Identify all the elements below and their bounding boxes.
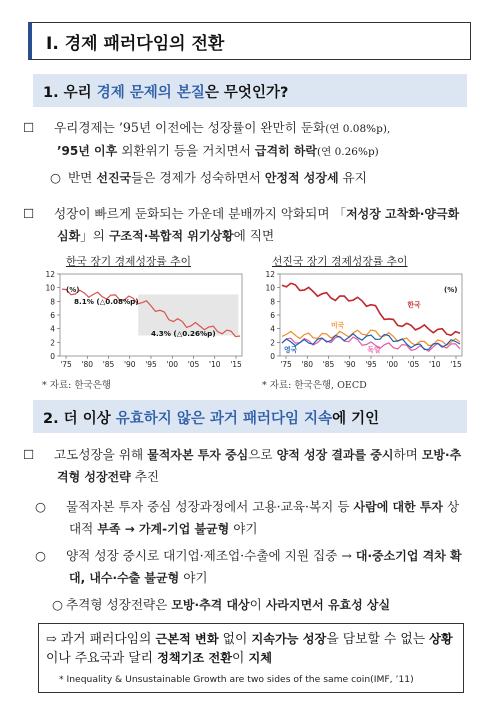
y-tick-label: 12: [45, 270, 55, 279]
p4-bold-2: 양적 성장 결과를 중시: [276, 448, 394, 462]
y-tick-label: 4: [270, 324, 275, 334]
p3-text-b: 」의: [80, 228, 109, 243]
y-tick-label: 10: [265, 283, 275, 293]
p2-bold-2: 안정적 성장세: [264, 171, 339, 185]
section-2-highlight: 유효하지 않은 과거 패러다임 지속: [115, 411, 333, 427]
annotation-label: 8.1% (△0.08%p): [74, 297, 139, 307]
y-tick-label: 2: [50, 338, 55, 348]
x-tick-label: '10: [428, 360, 441, 369]
imf-footnote: * Inequality & Unsustainable Growth are two sides of the same coin(IMF, ’11): [59, 674, 414, 685]
y-tick-label: 12: [265, 270, 275, 279]
p6-bold-1: 대·중소기업 격차 확대, 내수·수출 불균형: [69, 549, 462, 585]
p7-text-a: 추격형 성장전략은: [66, 597, 172, 612]
p4-text-d: 추진: [130, 469, 160, 484]
y-tick-label: 2: [270, 338, 275, 348]
p5-bold-1: 사람에 대한 투자: [353, 500, 444, 514]
section-1-prefix: 1. 우리: [43, 85, 97, 101]
p4-bold-3: 모방·추격형 성장전략: [57, 448, 462, 484]
final-text-a: 과거 패러다임의: [56, 632, 156, 647]
p5-text-b: 상대적: [69, 499, 460, 536]
p6-text-b: 야기: [179, 570, 208, 585]
x-tick-label: '80: [81, 360, 94, 369]
unit-label: (%): [66, 286, 80, 294]
y-tick-label: 8: [270, 297, 275, 307]
title-box: [28, 22, 471, 60]
chart-1-title: 한국 장기 경제성장률 추이: [66, 255, 192, 268]
final-text-d: 이나 주요국과 달리: [46, 651, 158, 666]
y-tick-label: 6: [50, 311, 55, 320]
y-tick-label: 0: [50, 352, 55, 361]
section-2-suffix: 에 기인: [332, 411, 380, 427]
series-label: 영국: [284, 346, 298, 355]
paragraph-1: [23, 117, 470, 163]
p4-text-c: 하며: [393, 447, 422, 462]
chart-2-source: * 자료: 한국은행, OECD: [262, 380, 367, 391]
y-tick-label: 0: [270, 352, 275, 361]
x-tick-label: '80: [301, 360, 314, 369]
p3-text-c: 에 직면: [233, 228, 275, 243]
x-tick-label: '95: [145, 360, 157, 369]
circle-marker: ○: [35, 548, 46, 563]
annotation-label: 4.3% (△0.26%p): [151, 329, 216, 339]
conclusion-text: [46, 630, 460, 668]
p1-small-a: (연 0.08%p),: [325, 123, 391, 135]
p7-bold-2: 사라지면서 유효성 상실: [265, 598, 391, 612]
p4-bold-1: 물적자본 투자 중심: [147, 448, 249, 462]
page-title: Ⅰ. 경제 패러다임의 전환: [46, 34, 225, 54]
series-label: 미국: [330, 321, 345, 330]
x-tick-label: '10: [208, 360, 221, 369]
x-tick-label: '15: [450, 360, 462, 369]
x-tick-label: '90: [343, 360, 356, 369]
p4-text-a: 고도성장을 위해: [54, 447, 148, 462]
p5-text-c: 야기: [229, 521, 258, 536]
p1-bold-2: 급격히 하락: [254, 144, 318, 158]
final-bold-4: 정책기조 전환: [157, 651, 232, 665]
p5-text-a: 물적자본 투자 중심 성장과정에서 고용·교육·복지 등: [66, 499, 354, 514]
p2-text-a: 반면: [68, 170, 97, 185]
korea-growth-chart: [38, 268, 246, 376]
advanced-economies-growth-chart: [258, 268, 466, 376]
paragraph-4: [23, 444, 470, 488]
y-tick-label: 8: [50, 297, 55, 307]
x-tick-label: '15: [230, 360, 242, 369]
p3-text-a: 성장이 빠르게 둔화되는 가운데 분배까지 악화되며 「: [54, 206, 347, 221]
x-tick-label: '75: [60, 360, 72, 369]
y-tick-label: 4: [50, 324, 55, 334]
final-bold-2: 지속가능 성장: [251, 632, 327, 646]
x-tick-label: '85: [102, 360, 115, 369]
final-bold-3: 상황: [429, 632, 453, 646]
p4-text-b: 으로: [248, 447, 277, 462]
arrow-icon: ⇨: [46, 632, 57, 647]
final-text-c: 을 담보할 수 없는: [326, 632, 430, 647]
p3-bold-2: 구조적·복합적 위기상황: [108, 229, 234, 243]
x-tick-label: '05: [187, 360, 200, 369]
paragraph-7: [52, 594, 468, 616]
x-tick-label: '85: [322, 360, 335, 369]
circle-marker: ○: [50, 170, 61, 185]
final-text-b: 없이: [218, 632, 252, 647]
section-1-highlight: 경제 문제의 본질: [96, 85, 205, 101]
p1-small-b: (연 0.26%p): [317, 146, 379, 158]
section-1-header: [33, 74, 467, 107]
conclusion-box: [38, 623, 464, 693]
x-tick-label: '95: [365, 360, 377, 369]
p2-text-c: 유지: [338, 170, 367, 185]
paragraph-5: [35, 496, 468, 540]
circle-marker: ○: [52, 597, 63, 612]
paragraph-6: [35, 545, 468, 589]
square-marker: ☐: [23, 447, 35, 462]
chart-1-source: * 자료: 한국은행: [42, 380, 112, 391]
p3-bold-1: 저성장 고착화·양극화 심화: [57, 207, 460, 243]
y-tick-label: 6: [270, 311, 275, 320]
p7-bold-1: 모방·추격 대상: [171, 598, 250, 612]
p6-text-a: 양적 성장 중시로 대기업·제조업·수출에 지원 집중 →: [66, 548, 356, 563]
p2-text-b: 들은 경제가 성숙하면서: [131, 170, 265, 185]
x-tick-label: '05: [407, 360, 420, 369]
circle-marker: ○: [35, 499, 46, 514]
section-2-prefix: 2. 더 이상: [43, 411, 116, 427]
p2-bold-1: 선진국: [96, 171, 132, 185]
x-tick-label: '90: [123, 360, 136, 369]
series-label: 독일: [367, 346, 381, 355]
x-tick-label: '00: [166, 360, 179, 369]
y-tick-label: 10: [45, 283, 55, 293]
p1-text-a: 우리경제는 ’95년 이전에는 성장률이 완만히 둔화: [54, 120, 326, 135]
x-tick-label: '75: [280, 360, 292, 369]
series-label: 한국: [407, 300, 421, 309]
section-1-suffix: 은 무엇인가?: [204, 85, 289, 101]
x-tick-label: '00: [386, 360, 399, 369]
final-text-e: 이: [232, 651, 249, 666]
p1-bold-1: ’95년 이후: [57, 144, 118, 158]
final-bold-5: 지체: [248, 651, 272, 665]
final-bold-1: 근본적 변화: [155, 632, 219, 646]
chart-2-title: 선진국 장기 경제성장률 추이: [272, 255, 408, 268]
square-marker: ☐: [23, 206, 35, 221]
unit-label: (%): [444, 286, 458, 294]
p7-text-b: 이: [249, 597, 266, 612]
p5-bold-2: 부족 → 가계-기업 불균형: [97, 522, 230, 536]
section-2-header: [33, 400, 467, 433]
square-marker: ☐: [23, 120, 35, 135]
paragraph-2: [50, 167, 480, 189]
p1-text-b: 외환위기 등을 거치면서: [117, 143, 255, 158]
paragraph-3: [23, 203, 470, 247]
